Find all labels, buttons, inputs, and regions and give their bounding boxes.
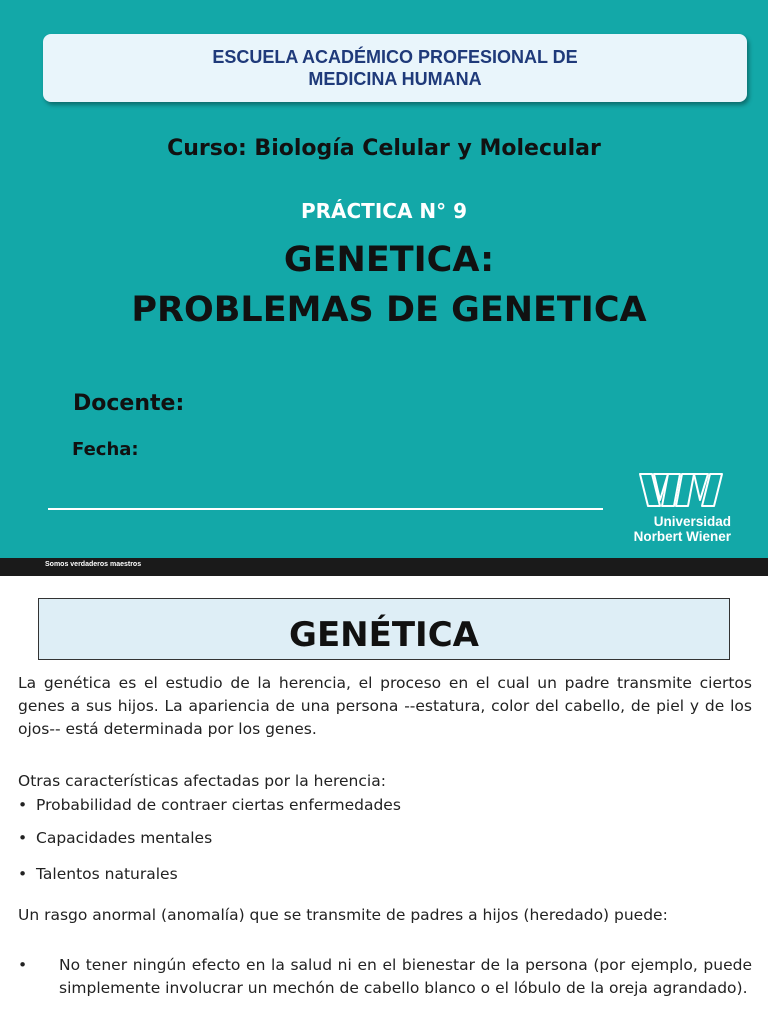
list-item-text: Capacidades mentales [36, 829, 213, 847]
list-item-text: Talentos naturales [36, 865, 178, 883]
divider-line [48, 508, 603, 510]
list-item-text: Probabilidad de contraer ciertas enfermedades [36, 796, 401, 814]
school-header-line2: MEDICINA HUMANA [308, 69, 482, 89]
bullet-icon: • [18, 829, 28, 847]
date-label: Fecha: [72, 439, 139, 460]
teacher-label: Docente: [73, 391, 185, 416]
section-title: GENÉTICA [289, 615, 479, 655]
university-logo-icon [638, 470, 724, 510]
course-name: Curso: Biología Celular y Molecular [167, 136, 601, 161]
list-item [18, 863, 178, 886]
list-item [18, 794, 401, 817]
bullet-icon: • [18, 865, 28, 883]
footer-bar [0, 558, 768, 576]
school-header-text [43, 46, 747, 90]
list-item-text: No tener ningún efecto en la salud ni en el bienestar de la persona (por ejemplo, puede simplemente involucrar un mechón de cabello blanco o el lóbulo de la oreja agrandado). [59, 956, 752, 997]
section-title-box [38, 598, 730, 660]
slogan-text: Somos verdaderos maestros [45, 561, 142, 568]
university-name [606, 514, 731, 544]
bullet-icon: • [18, 956, 28, 974]
anomaly-paragraph: Un rasgo anormal (anomalía) que se transmite de padres a hijos (heredado) puede: [18, 906, 668, 924]
content-slide [0, 576, 768, 1024]
intro-paragraph: La genética es el estudio de la herencia, el proceso en el cual un padre transmite ciertos genes a sus hijos. La apariencia de una persona --estatura, color del cabello, de piel y de los ojos-- está determinada por los genes. [18, 674, 752, 738]
school-header-box [43, 34, 747, 102]
list-item [18, 827, 212, 850]
university-logo [606, 470, 731, 550]
slide-title [0, 235, 768, 335]
bullet-icon: • [18, 796, 28, 814]
university-name-line2: Norbert Wiener [633, 529, 731, 544]
slide-title-line2: PROBLEMAS DE GENETICA [131, 290, 647, 330]
practice-number: PRÁCTICA N° 9 [300, 199, 468, 223]
school-header-line1: ESCUELA ACADÉMICO PROFESIONAL DE [212, 47, 578, 67]
slide-title-line1: GENETICA: [283, 240, 495, 280]
university-name-line1: Universidad [653, 514, 731, 529]
traits-heading: Otras características afectadas por la herencia: [18, 772, 386, 790]
